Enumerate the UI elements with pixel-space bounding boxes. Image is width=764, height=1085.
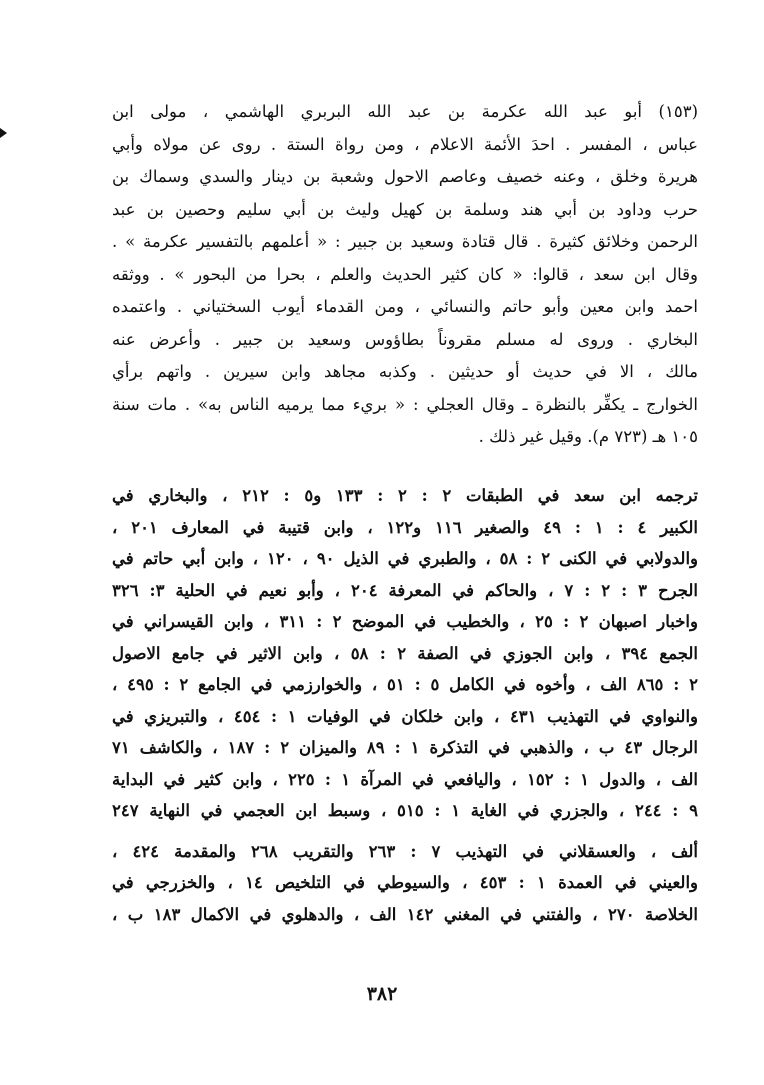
- biography-line: وقال ابن سعد ، قالوا: « كان كثير الحديث والعلم ، بحرا من البحور » . ووثقه: [112, 264, 698, 284]
- reference-line: ألف ، والعسقلاني في التهذيب ٧ : ٢٦٣ والتقريب ٢٦٨ والمقدمة ٤٢٤ ،: [112, 841, 698, 861]
- reference-line: ٢ : ٨٦٥ الف ، وأخوه في الكامل ٥ : ٥١ ، والخوارزمي في الجامع ٢ : ٤٩٥ ،: [112, 675, 698, 694]
- biography-line: ١٠٥ هـ (٧٢٣ م). وقيل غير ذلك .: [478, 427, 698, 446]
- biography-line: احمد وابن معين وأبو حاتم والنسائي ، ومن القدماء أيوب السختياني . واعتمده: [112, 297, 698, 316]
- biography-entry: [112, 96, 698, 454]
- biography-line: مالك ، الا في حديث أو حديثين . وكذبه مجاهد وابن سيرين . واتهم برأي: [112, 362, 698, 381]
- biography-line: عباس ، المفسر . احدَ الأئمة الاعلام ، ومن رواة الستة . روى عن مولاه وأبي: [112, 134, 698, 154]
- reference-line: ٩ : ٢٤٤ ، والجزري في الغاية ١ : ٥١٥ ، وسبط ابن العجمي في النهاية ٢٤٧: [112, 801, 698, 820]
- reference-line: والدولابي في الكنى ٢ : ٥٨ ، والطبري في الذيل ٩٠ ، ١٢٠ ، وابن أبي حاتم في: [112, 549, 698, 568]
- margin-arrow-icon: [0, 128, 7, 138]
- reference-line: ترجمه ابن سعد في الطبقات ٢ : ٢ : ١٣٣ و٥ : ٢١٢ ، والبخاري في: [112, 486, 698, 505]
- reference-line: واخبار اصبهان ٢ : ٢٥ ، والخطيب في الموضح ٢ : ٣١١ ، وابن القيسراني في: [112, 612, 698, 631]
- reference-line: والعيني في العمدة ١ : ٤٥٣ ، والسيوطي في التلخيص ١٤ ، والخزرجي في: [112, 873, 698, 892]
- reference-line: الرجال ٤٣ ب ، والذهبي في التذكرة ١ : ٨٩ والميزان ٢ : ١٨٧ ، والكاشف ٧١: [112, 738, 698, 757]
- reference-line: الف ، والدول ١ : ١٥٢ ، واليافعي في المرآة ١ : ٢٢٥ ، وابن كثير في البداية: [112, 769, 698, 789]
- reference-line: والنواوي في التهذيب ٤٣١ ، وابن خلكان في الوفيات ١ : ٤٥٤ ، والتبريزي في: [112, 706, 698, 726]
- references-footnote: [112, 480, 698, 930]
- reference-line: الكبير ٤ : ١ : ٤٩ والصغير ١١٦ و١٢٢ ، وابن قتيبة في المعارف ٢٠١ ،: [112, 517, 698, 537]
- reference-line: الجرح ٣ : ٢ : ٧ ، والحاكم في المعرفة ٢٠٤ ، وأبو نعيم في الحلية ٣: ٣٢٦: [112, 580, 698, 600]
- biography-line: الرحمن وخلائق كثيرة . قال قتادة وسعيد بن جبير : « أعلمهم بالتفسير عكرمة » .: [112, 232, 698, 251]
- biography-line: البخاري . وروى له مسلم مقروناً بطاؤوس وسعيد بن جبير . وأعرض عنه: [112, 329, 698, 349]
- biography-line: الخوارج ـ يكفِّر بالنظرة ـ وقال العجلي : « بريء مما يرميه الناس به» . مات سنة: [112, 394, 698, 414]
- reference-line: الجمع ٣٩٤ ، وابن الجوزي في الصفة ٢ : ٥٨ ، وابن الاثير في جامع الاصول: [112, 643, 698, 663]
- biography-line: حرب وداود بن أبي هند وسلمة بن كهيل وليث بن أبي سليم وحصين بن عبد: [112, 199, 698, 219]
- reference-line: الخلاصة ٢٧٠ ، والفتني في المغني ١٤٢ الف ، والدهلوي في الاكمال ١٨٣ ب ،: [112, 904, 698, 924]
- biography-line: (١٥٣) أبو عبد الله عكرمة بن عبد الله البربري الهاشمي ، مولى ابن: [112, 102, 698, 121]
- page-number: ٣٨٢: [366, 983, 398, 1005]
- biography-line: هريرة وخلق ، وعنه خصيف وعاصم الاحول وشعبة بن دينار والسدي وسماك بن: [112, 167, 698, 186]
